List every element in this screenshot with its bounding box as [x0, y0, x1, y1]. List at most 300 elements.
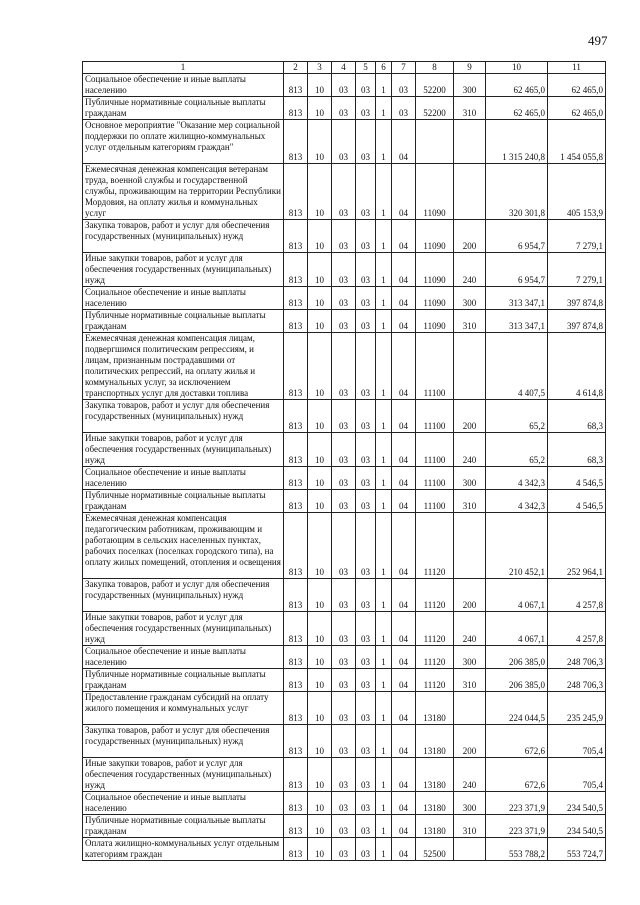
cell-c5: 03 [356, 579, 376, 612]
cell-c8: 52500 [416, 838, 454, 861]
table-row [83, 220, 606, 253]
cell-c7: 04 [392, 253, 416, 287]
table-row [83, 579, 606, 612]
table-row [83, 253, 606, 287]
cell-c9: 200 [454, 725, 486, 758]
cell-c9: 310 [454, 815, 486, 838]
cell-c2: 813 [284, 74, 308, 97]
cell-c2: 813 [284, 838, 308, 861]
cell-c5: 03 [356, 467, 376, 490]
cell-c4: 03 [332, 669, 356, 692]
cell-c2: 813 [284, 490, 308, 513]
cell-c8: 11100 [416, 433, 454, 467]
cell-c4: 03 [332, 725, 356, 758]
cell-c3: 10 [308, 838, 332, 861]
cell-c8: 11120 [416, 579, 454, 612]
cell-c10: 65,2 [486, 433, 548, 467]
cell-c10: 6 954,7 [486, 253, 548, 287]
cell-c5: 03 [356, 333, 376, 400]
cell-c3: 10 [308, 490, 332, 513]
cell-c7: 04 [392, 692, 416, 725]
cell-c6: 1 [376, 400, 392, 433]
row-name-cell: Иные закупки товаров, работ и услуг для обеспечения государственных (муниципальных) нужд [83, 612, 284, 646]
table-row [83, 97, 606, 120]
column-header-8: 8 [416, 62, 454, 74]
cell-c11: 4 546,5 [548, 467, 606, 490]
table-row [83, 310, 606, 333]
cell-c2: 813 [284, 725, 308, 758]
cell-c2: 813 [284, 815, 308, 838]
cell-c3: 10 [308, 467, 332, 490]
row-name-cell: Закупка товаров, работ и услуг для обеспечения государственных (муниципальных) нужд [83, 400, 284, 433]
column-header-6: 6 [376, 62, 392, 74]
cell-c11: 235 245,9 [548, 692, 606, 725]
cell-c3: 10 [308, 669, 332, 692]
cell-c5: 03 [356, 692, 376, 725]
cell-c6: 1 [376, 467, 392, 490]
table-row [83, 433, 606, 467]
column-header-4: 4 [332, 62, 356, 74]
cell-c9: 300 [454, 646, 486, 669]
cell-c8: 11120 [416, 513, 454, 579]
cell-c6: 1 [376, 220, 392, 253]
cell-c11: 1 454 055,8 [548, 120, 606, 164]
cell-c10: 65,2 [486, 400, 548, 433]
cell-c10: 62 465,0 [486, 74, 548, 97]
cell-c2: 813 [284, 579, 308, 612]
cell-c6: 1 [376, 433, 392, 467]
cell-c2: 813 [284, 792, 308, 815]
cell-c11: 397 874,8 [548, 287, 606, 310]
cell-c5: 03 [356, 310, 376, 333]
cell-c11: 4 546,5 [548, 490, 606, 513]
cell-c11: 7 279,1 [548, 220, 606, 253]
cell-c9: 240 [454, 758, 486, 792]
cell-c4: 03 [332, 400, 356, 433]
cell-c7: 03 [392, 97, 416, 120]
cell-c4: 03 [332, 490, 356, 513]
cell-c10: 224 044,5 [486, 692, 548, 725]
cell-c11: 4 257,8 [548, 612, 606, 646]
cell-c6: 1 [376, 792, 392, 815]
budget-table [82, 61, 606, 861]
row-name-cell: Социальное обеспечение и иные выплаты населению [83, 287, 284, 310]
cell-c8: 11090 [416, 310, 454, 333]
cell-c6: 1 [376, 758, 392, 792]
cell-c7: 04 [392, 164, 416, 220]
cell-c6: 1 [376, 646, 392, 669]
cell-c5: 03 [356, 490, 376, 513]
table-row [83, 725, 606, 758]
cell-c3: 10 [308, 400, 332, 433]
cell-c4: 03 [332, 287, 356, 310]
cell-c5: 03 [356, 400, 376, 433]
column-header-9: 9 [454, 62, 486, 74]
cell-c9: 240 [454, 612, 486, 646]
cell-c2: 813 [284, 333, 308, 400]
cell-c4: 03 [332, 513, 356, 579]
cell-c4: 03 [332, 692, 356, 725]
cell-c10: 62 465,0 [486, 97, 548, 120]
cell-c5: 03 [356, 646, 376, 669]
cell-c4: 03 [332, 310, 356, 333]
cell-c3: 10 [308, 120, 332, 164]
table-row [83, 513, 606, 579]
cell-c7: 04 [392, 792, 416, 815]
cell-c10: 672,6 [486, 758, 548, 792]
row-name-cell: Публичные нормативные социальные выплаты гражданам [83, 669, 284, 692]
cell-c8: 11090 [416, 253, 454, 287]
cell-c10: 4 067,1 [486, 579, 548, 612]
cell-c2: 813 [284, 220, 308, 253]
cell-c2: 813 [284, 164, 308, 220]
cell-c7: 04 [392, 120, 416, 164]
cell-c3: 10 [308, 287, 332, 310]
cell-c8: 52200 [416, 74, 454, 97]
cell-c4: 03 [332, 815, 356, 838]
cell-c9: 240 [454, 253, 486, 287]
row-name-cell: Социальное обеспечение и иные выплаты населению [83, 74, 284, 97]
cell-c6: 1 [376, 579, 392, 612]
cell-c8: 11100 [416, 490, 454, 513]
cell-c11: 248 706,3 [548, 646, 606, 669]
table-row [83, 467, 606, 490]
cell-c9: 310 [454, 97, 486, 120]
table-row [83, 490, 606, 513]
cell-c10: 313 347,1 [486, 287, 548, 310]
cell-c3: 10 [308, 758, 332, 792]
cell-c2: 813 [284, 253, 308, 287]
cell-c10: 223 371,9 [486, 792, 548, 815]
row-name-cell: Социальное обеспечение и иные выплаты населению [83, 646, 284, 669]
cell-c9 [454, 333, 486, 400]
cell-c5: 03 [356, 253, 376, 287]
cell-c2: 813 [284, 310, 308, 333]
cell-c8: 11090 [416, 220, 454, 253]
cell-c2: 813 [284, 120, 308, 164]
cell-c3: 10 [308, 97, 332, 120]
cell-c9: 200 [454, 579, 486, 612]
table-row [83, 74, 606, 97]
cell-c11: 62 465,0 [548, 74, 606, 97]
cell-c5: 03 [356, 792, 376, 815]
cell-c9: 200 [454, 220, 486, 253]
table-row [83, 400, 606, 433]
cell-c10: 4 067,1 [486, 612, 548, 646]
cell-c11: 705,4 [548, 725, 606, 758]
page-number: 497 [588, 33, 608, 48]
cell-c6: 1 [376, 612, 392, 646]
cell-c2: 813 [284, 669, 308, 692]
cell-c3: 10 [308, 333, 332, 400]
cell-c4: 03 [332, 97, 356, 120]
cell-c8 [416, 120, 454, 164]
cell-c8: 11120 [416, 669, 454, 692]
table-row [83, 792, 606, 815]
cell-c5: 03 [356, 838, 376, 861]
cell-c8: 11090 [416, 287, 454, 310]
cell-c3: 10 [308, 74, 332, 97]
cell-c11: 62 465,0 [548, 97, 606, 120]
cell-c9: 200 [454, 400, 486, 433]
row-name-cell: Ежемесячная денежная компенсация лицам, подвергшимся политическим репрессиям, и лицам, признанным пострадавшими от политических репрессий, на оплату жилья и коммунальных услуг, за исключением транспортных услуг для доставки топлива [83, 333, 284, 400]
cell-c4: 03 [332, 74, 356, 97]
row-name-cell: Закупка товаров, работ и услуг для обеспечения государственных (муниципальных) нужд [83, 725, 284, 758]
cell-c10: 4 407,5 [486, 333, 548, 400]
cell-c2: 813 [284, 646, 308, 669]
cell-c9 [454, 838, 486, 861]
cell-c2: 813 [284, 467, 308, 490]
table-row [83, 120, 606, 164]
row-name-cell: Социальное обеспечение и иные выплаты населению [83, 792, 284, 815]
cell-c4: 03 [332, 612, 356, 646]
cell-c6: 1 [376, 692, 392, 725]
cell-c5: 03 [356, 758, 376, 792]
cell-c8: 13180 [416, 792, 454, 815]
table-row [83, 669, 606, 692]
cell-c11: 705,4 [548, 758, 606, 792]
cell-c3: 10 [308, 612, 332, 646]
table-row [83, 838, 606, 861]
cell-c10: 223 371,9 [486, 815, 548, 838]
cell-c5: 03 [356, 669, 376, 692]
cell-c5: 03 [356, 220, 376, 253]
cell-c2: 813 [284, 287, 308, 310]
cell-c5: 03 [356, 433, 376, 467]
column-header-5: 5 [356, 62, 376, 74]
table-row [83, 164, 606, 220]
cell-c2: 813 [284, 612, 308, 646]
cell-c6: 1 [376, 838, 392, 861]
cell-c9 [454, 692, 486, 725]
cell-c11: 252 964,1 [548, 513, 606, 579]
cell-c8: 11100 [416, 467, 454, 490]
cell-c2: 813 [284, 692, 308, 725]
table-row [83, 692, 606, 725]
cell-c4: 03 [332, 467, 356, 490]
cell-c4: 03 [332, 646, 356, 669]
cell-c7: 04 [392, 333, 416, 400]
cell-c4: 03 [332, 433, 356, 467]
cell-c6: 1 [376, 97, 392, 120]
cell-c3: 10 [308, 815, 332, 838]
row-name-cell: Публичные нормативные социальные выплаты гражданам [83, 310, 284, 333]
cell-c8: 13180 [416, 692, 454, 725]
cell-c9: 240 [454, 433, 486, 467]
cell-c7: 04 [392, 725, 416, 758]
column-header-1: 1 [83, 62, 284, 74]
cell-c10: 4 342,3 [486, 490, 548, 513]
cell-c11: 7 279,1 [548, 253, 606, 287]
cell-c9: 310 [454, 669, 486, 692]
cell-c2: 813 [284, 513, 308, 579]
cell-c5: 03 [356, 97, 376, 120]
cell-c3: 10 [308, 579, 332, 612]
cell-c9 [454, 164, 486, 220]
cell-c7: 04 [392, 758, 416, 792]
table-row [83, 758, 606, 792]
cell-c6: 1 [376, 333, 392, 400]
cell-c7: 04 [392, 467, 416, 490]
cell-c8: 13180 [416, 758, 454, 792]
row-name-cell: Ежемесячная денежная компенсация ветеранам труда, военной службы и государственной службы, проживающим на территории Республики Мордовия, на оплату жилья и коммунальных услуг [83, 164, 284, 220]
cell-c10: 206 385,0 [486, 646, 548, 669]
cell-c8: 52200 [416, 97, 454, 120]
cell-c3: 10 [308, 646, 332, 669]
row-name-cell: Иные закупки товаров, работ и услуг для обеспечения государственных (муниципальных) нужд [83, 253, 284, 287]
cell-c5: 03 [356, 725, 376, 758]
cell-c2: 813 [284, 97, 308, 120]
cell-c7: 04 [392, 310, 416, 333]
cell-c2: 813 [284, 433, 308, 467]
column-header-2: 2 [284, 62, 308, 74]
cell-c9: 310 [454, 490, 486, 513]
cell-c7: 04 [392, 400, 416, 433]
cell-c7: 04 [392, 513, 416, 579]
cell-c10: 206 385,0 [486, 669, 548, 692]
cell-c9 [454, 513, 486, 579]
cell-c4: 03 [332, 120, 356, 164]
cell-c7: 04 [392, 612, 416, 646]
cell-c10: 1 315 240,8 [486, 120, 548, 164]
cell-c3: 10 [308, 513, 332, 579]
cell-c11: 4 614,8 [548, 333, 606, 400]
cell-c3: 10 [308, 725, 332, 758]
cell-c10: 672,6 [486, 725, 548, 758]
cell-c7: 04 [392, 433, 416, 467]
cell-c8: 11120 [416, 646, 454, 669]
cell-c6: 1 [376, 74, 392, 97]
column-header-10: 10 [486, 62, 548, 74]
cell-c7: 03 [392, 74, 416, 97]
cell-c7: 04 [392, 490, 416, 513]
cell-c11: 397 874,8 [548, 310, 606, 333]
cell-c4: 03 [332, 758, 356, 792]
row-name-cell: Предоставление гражданам субсидий на оплату жилого помещения и коммунальных услуг [83, 692, 284, 725]
row-name-cell: Закупка товаров, работ и услуг для обеспечения государственных (муниципальных) нужд [83, 579, 284, 612]
cell-c4: 03 [332, 579, 356, 612]
header-row [83, 62, 606, 74]
cell-c10: 320 301,8 [486, 164, 548, 220]
cell-c11: 4 257,8 [548, 579, 606, 612]
cell-c3: 10 [308, 253, 332, 287]
cell-c5: 03 [356, 74, 376, 97]
cell-c11: 234 540,5 [548, 792, 606, 815]
cell-c3: 10 [308, 310, 332, 333]
row-name-cell: Социальное обеспечение и иные выплаты населению [83, 467, 284, 490]
cell-c6: 1 [376, 310, 392, 333]
cell-c10: 6 954,7 [486, 220, 548, 253]
cell-c10: 4 342,3 [486, 467, 548, 490]
cell-c8: 11100 [416, 400, 454, 433]
row-name-cell: Публичные нормативные социальные выплаты гражданам [83, 815, 284, 838]
cell-c5: 03 [356, 513, 376, 579]
cell-c3: 10 [308, 433, 332, 467]
cell-c6: 1 [376, 815, 392, 838]
row-name-cell: Публичные нормативные социальные выплаты гражданам [83, 97, 284, 120]
cell-c6: 1 [376, 513, 392, 579]
cell-c2: 813 [284, 400, 308, 433]
row-name-cell: Закупка товаров, работ и услуг для обеспечения государственных (муниципальных) нужд [83, 220, 284, 253]
cell-c4: 03 [332, 333, 356, 400]
cell-c7: 04 [392, 669, 416, 692]
table-row [83, 815, 606, 838]
cell-c7: 04 [392, 287, 416, 310]
cell-c3: 10 [308, 792, 332, 815]
cell-c7: 04 [392, 579, 416, 612]
cell-c4: 03 [332, 220, 356, 253]
cell-c9: 300 [454, 287, 486, 310]
cell-c2: 813 [284, 758, 308, 792]
cell-c6: 1 [376, 490, 392, 513]
table-row [83, 612, 606, 646]
table-body [83, 74, 606, 861]
cell-c11: 405 153,9 [548, 164, 606, 220]
cell-c7: 04 [392, 646, 416, 669]
cell-c11: 68,3 [548, 433, 606, 467]
table-row [83, 646, 606, 669]
cell-c6: 1 [376, 120, 392, 164]
cell-c6: 1 [376, 287, 392, 310]
cell-c9: 310 [454, 310, 486, 333]
cell-c4: 03 [332, 164, 356, 220]
cell-c10: 553 788,2 [486, 838, 548, 861]
column-header-3: 3 [308, 62, 332, 74]
cell-c5: 03 [356, 287, 376, 310]
cell-c6: 1 [376, 164, 392, 220]
cell-c9: 300 [454, 467, 486, 490]
cell-c8: 11090 [416, 164, 454, 220]
cell-c11: 248 706,3 [548, 669, 606, 692]
row-name-cell: Иные закупки товаров, работ и услуг для обеспечения государственных (муниципальных) нужд [83, 758, 284, 792]
cell-c11: 553 724,7 [548, 838, 606, 861]
cell-c10: 313 347,1 [486, 310, 548, 333]
column-header-7: 7 [392, 62, 416, 74]
cell-c8: 11120 [416, 612, 454, 646]
cell-c4: 03 [332, 838, 356, 861]
table-row [83, 333, 606, 400]
cell-c5: 03 [356, 120, 376, 164]
cell-c8: 13180 [416, 725, 454, 758]
cell-c11: 68,3 [548, 400, 606, 433]
row-name-cell: Оплата жилищно-коммунальных услуг отдельным категориям граждан [83, 838, 284, 861]
column-header-11: 11 [548, 62, 606, 74]
cell-c3: 10 [308, 164, 332, 220]
row-name-cell: Иные закупки товаров, работ и услуг для обеспечения государственных (муниципальных) нужд [83, 433, 284, 467]
cell-c6: 1 [376, 669, 392, 692]
cell-c3: 10 [308, 220, 332, 253]
cell-c8: 13180 [416, 815, 454, 838]
row-name-cell: Основное мероприятие "Оказание мер социальной поддержки по оплате жилищно-коммунальных услуг отдельным категориям граждан" [83, 120, 284, 164]
cell-c5: 03 [356, 815, 376, 838]
cell-c4: 03 [332, 253, 356, 287]
cell-c7: 04 [392, 838, 416, 861]
cell-c9 [454, 120, 486, 164]
cell-c10: 210 452,1 [486, 513, 548, 579]
cell-c5: 03 [356, 612, 376, 646]
cell-c6: 1 [376, 725, 392, 758]
table-row [83, 287, 606, 310]
cell-c11: 234 540,5 [548, 815, 606, 838]
cell-c4: 03 [332, 792, 356, 815]
row-name-cell: Ежемесячная денежная компенсация педагогическим работникам, проживающим и работающим в сельских населенных пунктах, рабочих поселках (поселках городского типа), на оплату жилых помещений, отопления и освещения [83, 513, 284, 579]
cell-c9: 300 [454, 792, 486, 815]
cell-c7: 04 [392, 220, 416, 253]
cell-c9: 300 [454, 74, 486, 97]
row-name-cell: Публичные нормативные социальные выплаты гражданам [83, 490, 284, 513]
cell-c5: 03 [356, 164, 376, 220]
cell-c3: 10 [308, 692, 332, 725]
